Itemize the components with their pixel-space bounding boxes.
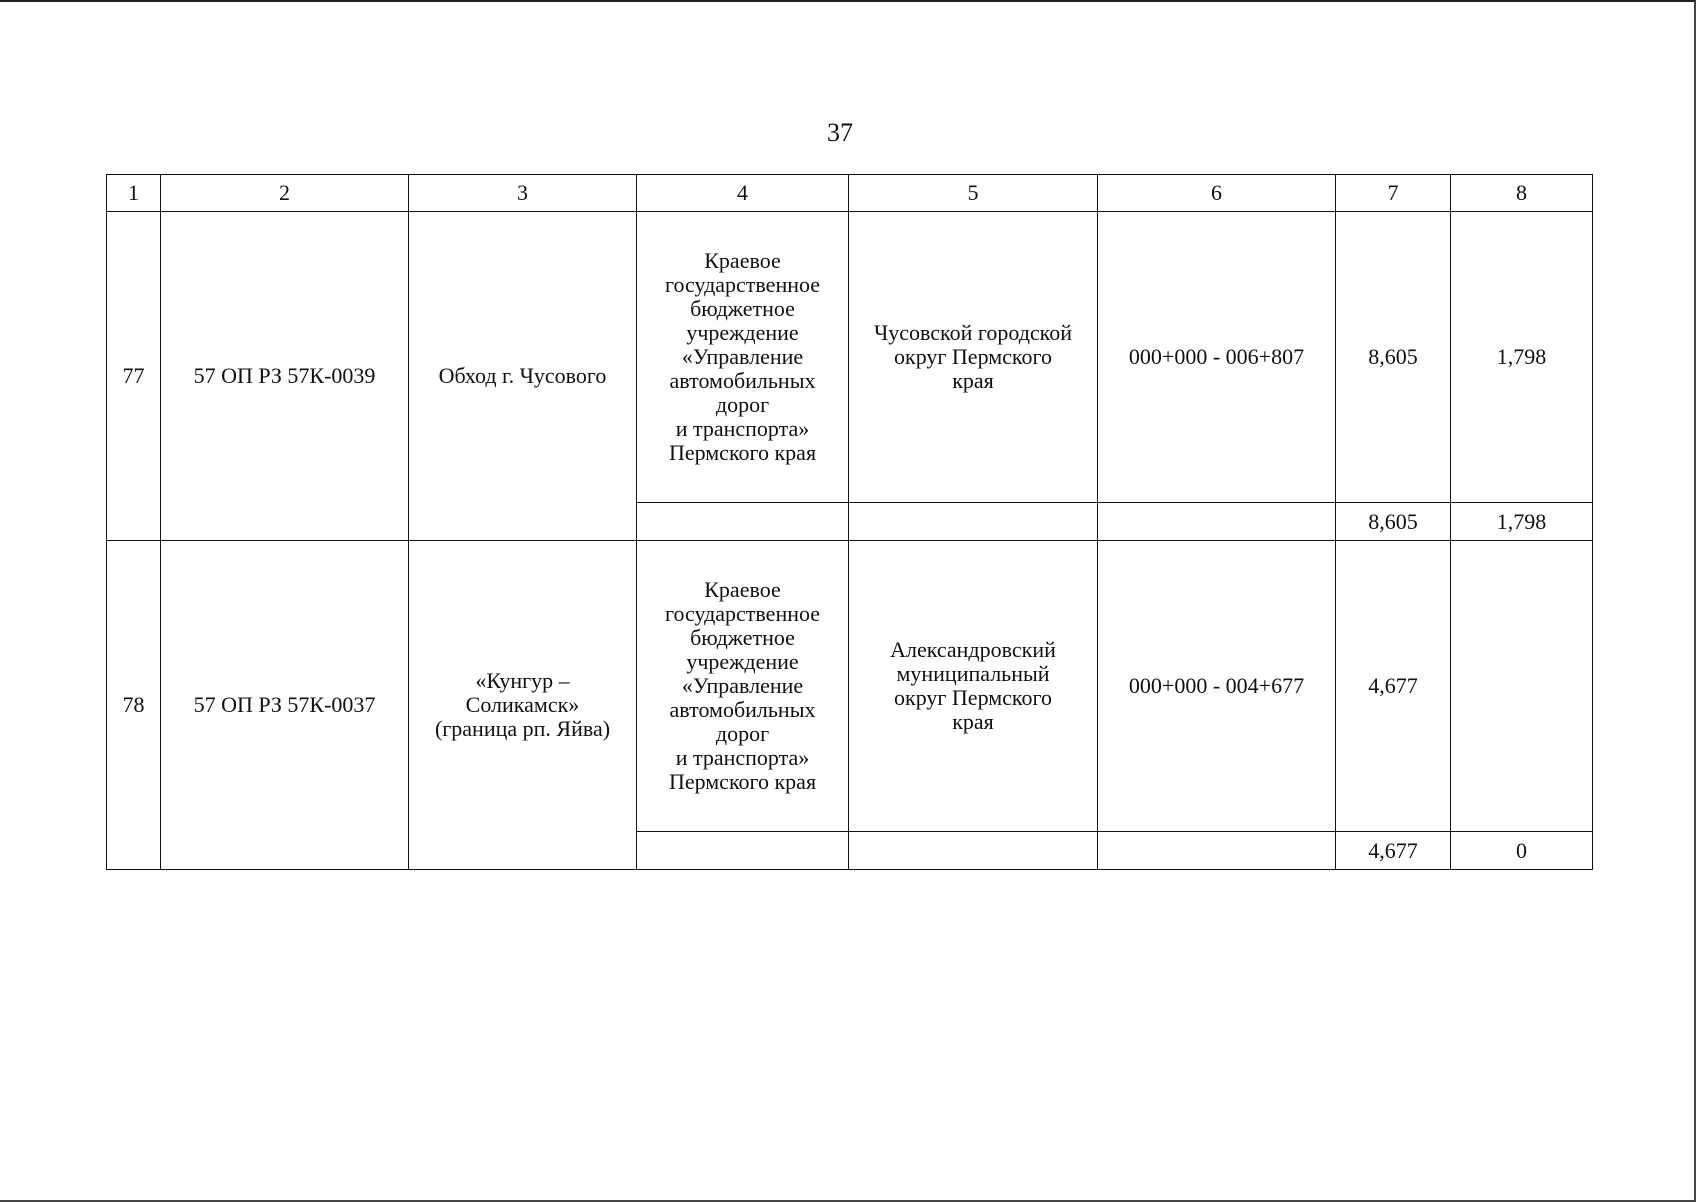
total-column-8: 0 xyxy=(1451,832,1593,870)
empty-cell xyxy=(849,832,1098,870)
empty-cell xyxy=(637,503,849,541)
road-name: «Кунгур – Соликамск» (граница рп. Яйва) xyxy=(409,541,637,870)
road-id: 57 ОП РЗ 57К-0039 xyxy=(161,212,409,541)
header-cell: 8 xyxy=(1451,175,1593,212)
header-cell: 7 xyxy=(1336,175,1451,212)
total-length: 8,605 xyxy=(1336,503,1451,541)
total-length: 4,677 xyxy=(1336,832,1451,870)
length-value: 8,605 xyxy=(1336,212,1451,503)
header-cell: 1 xyxy=(107,175,161,212)
empty-cell xyxy=(1098,832,1336,870)
road-registry-table xyxy=(106,174,1593,870)
header-cell: 4 xyxy=(637,175,849,212)
empty-cell xyxy=(1098,503,1336,541)
header-cell: 2 xyxy=(161,175,409,212)
page-number: 37 xyxy=(827,118,853,147)
section-range: 000+000 - 004+677 xyxy=(1098,541,1336,832)
road-id: 57 ОП РЗ 57К-0037 xyxy=(161,541,409,870)
column-8-value: 1,798 xyxy=(1451,212,1593,503)
territory: Чусовской городской округ Пермского края xyxy=(849,212,1098,503)
length-value: 4,677 xyxy=(1336,541,1451,832)
section-range: 000+000 - 006+807 xyxy=(1098,212,1336,503)
header-cell: 6 xyxy=(1098,175,1336,212)
owner: Краевое государственное бюджетное учреждение «Управление автомобильных дорог и транспорта» Пермского края xyxy=(637,212,849,503)
header-cell: 3 xyxy=(409,175,637,212)
empty-cell xyxy=(849,503,1098,541)
header-cell: 5 xyxy=(849,175,1098,212)
road-name: Обход г. Чусового xyxy=(409,212,637,541)
empty-cell xyxy=(637,832,849,870)
total-column-8: 1,798 xyxy=(1451,503,1593,541)
column-8-value xyxy=(1451,541,1593,832)
row-number: 78 xyxy=(107,541,161,870)
territory: Александровский муниципальный округ Пермского края xyxy=(849,541,1098,832)
table-header-row xyxy=(107,175,1593,212)
owner: Краевое государственное бюджетное учреждение «Управление автомобильных дорог и транспорта» Пермского края xyxy=(637,541,849,832)
row-number: 77 xyxy=(107,212,161,541)
table-row xyxy=(107,541,1593,832)
table-row xyxy=(107,212,1593,503)
